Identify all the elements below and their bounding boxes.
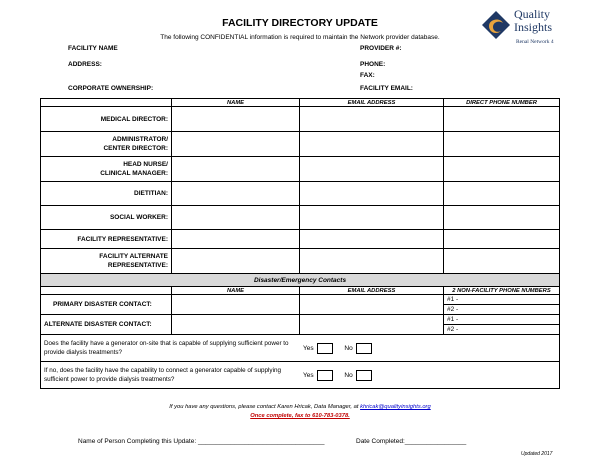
yes-label: Yes bbox=[303, 372, 314, 380]
table-row bbox=[41, 249, 560, 274]
row-label-medical-director: MEDICAL DIRECTOR: bbox=[41, 107, 172, 132]
yes-checkbox[interactable] bbox=[317, 343, 333, 354]
table-row bbox=[41, 230, 560, 249]
email-field[interactable] bbox=[300, 206, 444, 230]
row-label-head-nurse: HEAD NURSE/ CLINICAL MANAGER: bbox=[41, 157, 172, 182]
row-label-administrator: ADMINISTRATOR/ CENTER DIRECTOR: bbox=[41, 132, 172, 157]
phone-field[interactable] bbox=[444, 132, 560, 157]
updated-note: Updated 2017 bbox=[521, 451, 553, 457]
table-row bbox=[41, 157, 560, 182]
generator-row bbox=[41, 362, 560, 389]
email-field[interactable] bbox=[300, 182, 444, 206]
name-completing-line[interactable]: Name of Person Completing this Update: ___________________________________ bbox=[78, 438, 325, 445]
phone1-field[interactable]: #1 - bbox=[444, 315, 560, 325]
logo-line1: Quality bbox=[514, 7, 550, 21]
table-row bbox=[41, 295, 560, 305]
logo bbox=[478, 8, 598, 48]
yes-checkbox[interactable] bbox=[317, 370, 333, 381]
corporate-ownership-label: CORPORATE OWNERSHIP: bbox=[68, 85, 154, 92]
row-label-facility-rep: FACILITY REPRESENTATIVE: bbox=[41, 230, 172, 249]
email-field[interactable] bbox=[300, 249, 444, 274]
table-row bbox=[41, 315, 560, 325]
no-label: No bbox=[344, 372, 353, 380]
phone-field[interactable] bbox=[444, 107, 560, 132]
generator-row bbox=[41, 335, 560, 362]
quality-insights-logo-icon bbox=[481, 10, 511, 40]
email-field[interactable] bbox=[300, 107, 444, 132]
table-row bbox=[41, 182, 560, 206]
directory-table bbox=[40, 98, 560, 389]
disaster-header-email: EMAIL ADDRESS bbox=[300, 287, 444, 295]
alternate-disaster-label: ALTERNATE DISASTER CONTACT: bbox=[41, 315, 172, 335]
address-label: ADDRESS: bbox=[68, 61, 102, 68]
name-field[interactable] bbox=[172, 315, 300, 335]
page-subtitle: The following CONFIDENTIAL information is required to maintain the Network provider database. bbox=[160, 34, 440, 41]
facility-name-label: FACILITY NAME bbox=[68, 45, 118, 52]
email-field[interactable] bbox=[300, 315, 444, 335]
disaster-header-name: NAME bbox=[172, 287, 300, 295]
fax-label: FAX: bbox=[360, 72, 375, 79]
name-field[interactable] bbox=[172, 295, 300, 315]
logo-line2: Insights bbox=[514, 20, 553, 34]
table-row bbox=[41, 132, 560, 157]
phone-label: PHONE: bbox=[360, 61, 386, 68]
row-label-social-worker: SOCIAL WORKER: bbox=[41, 206, 172, 230]
phone-field[interactable] bbox=[444, 157, 560, 182]
phone-field[interactable] bbox=[444, 249, 560, 274]
name-field[interactable] bbox=[172, 132, 300, 157]
name-field[interactable] bbox=[172, 157, 300, 182]
phone-field[interactable] bbox=[444, 206, 560, 230]
provider-label: PROVIDER #: bbox=[360, 45, 402, 52]
no-label: No bbox=[344, 345, 353, 353]
name-field[interactable] bbox=[172, 230, 300, 249]
yes-label: Yes bbox=[303, 345, 314, 353]
phone-field[interactable] bbox=[444, 230, 560, 249]
facility-email-label: FACILITY EMAIL: bbox=[360, 85, 413, 92]
logo-line3: Renal Network 4 bbox=[516, 39, 554, 45]
contact-email-link[interactable]: khricak@qualityinsights.org bbox=[360, 404, 431, 410]
page-title: FACILITY DIRECTORY UPDATE bbox=[222, 17, 378, 29]
disaster-header-phones: 2 NON-FACILITY PHONE NUMBERS bbox=[444, 287, 560, 295]
generator-question-2: If no, does the facility have the capability to connect a generator capable of supplying sufficient power to provide dialysis treatments? bbox=[44, 367, 281, 383]
col-header-email: EMAIL ADDRESS bbox=[300, 99, 444, 107]
row-label-dietitian: DIETITIAN: bbox=[41, 182, 172, 206]
name-field[interactable] bbox=[172, 182, 300, 206]
generator-question-1: Does the facility have a generator on-site that is capable of supplying sufficient power to provide dialysis treatments? bbox=[44, 340, 289, 356]
col-header-name: NAME bbox=[172, 99, 300, 107]
name-field[interactable] bbox=[172, 249, 300, 274]
row-label-alternate-rep: FACILITY ALTERNATE REPRESENTATIVE: bbox=[41, 249, 172, 274]
email-field[interactable] bbox=[300, 230, 444, 249]
phone-field[interactable] bbox=[444, 182, 560, 206]
phone1-field[interactable]: #1 - bbox=[444, 295, 560, 305]
questions-note: If you have any questions, please contact Karen Hricak, Data Manager, at khricak@qualityinsights.org bbox=[169, 404, 431, 410]
no-checkbox[interactable] bbox=[356, 370, 372, 381]
no-checkbox[interactable] bbox=[356, 343, 372, 354]
email-field[interactable] bbox=[300, 295, 444, 315]
disaster-section-title: Disaster/Emergency Contacts bbox=[41, 274, 560, 287]
email-field[interactable] bbox=[300, 157, 444, 182]
phone2-field[interactable]: #2 - bbox=[444, 305, 560, 315]
date-completed-line[interactable]: Date Completed:_________________ bbox=[356, 438, 467, 445]
col-header-phone: DIRECT PHONE NUMBER bbox=[444, 99, 560, 107]
table-row bbox=[41, 107, 560, 132]
primary-disaster-label: PRIMARY DISASTER CONTACT: bbox=[41, 295, 172, 315]
fax-note: Once complete, fax to 610-783-0378. bbox=[250, 413, 350, 419]
phone2-field[interactable]: #2 - bbox=[444, 325, 560, 335]
email-field[interactable] bbox=[300, 132, 444, 157]
name-field[interactable] bbox=[172, 206, 300, 230]
name-field[interactable] bbox=[172, 107, 300, 132]
table-row bbox=[41, 206, 560, 230]
